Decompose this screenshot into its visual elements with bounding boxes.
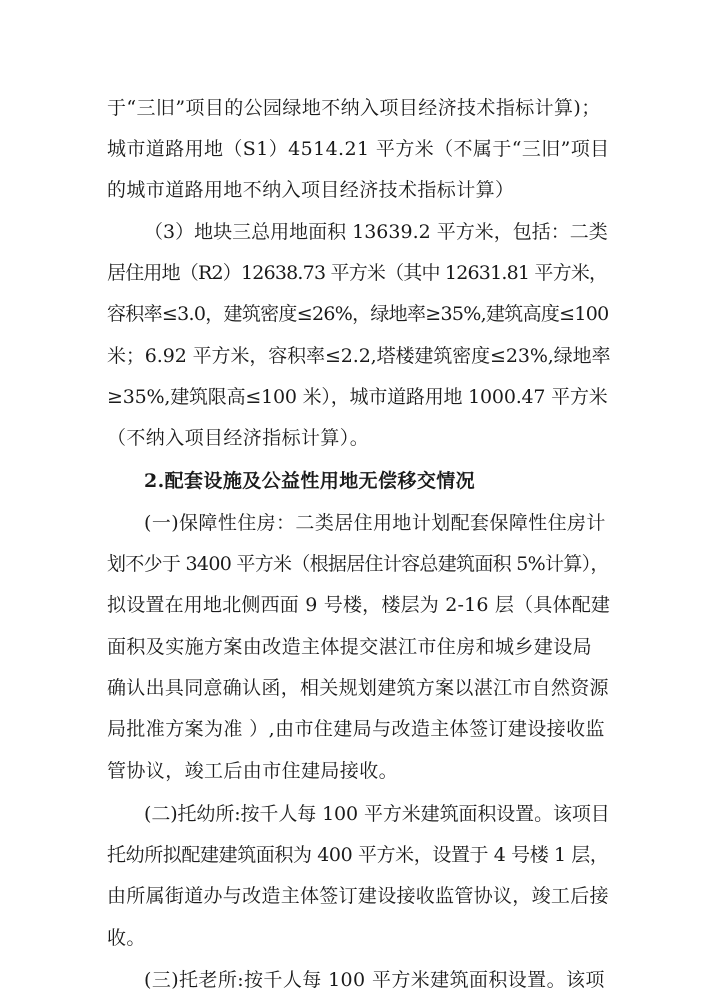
body-text-line: 托幼所拟配建建筑面积为 400 平方米，设置于 4 号楼 1 层，	[107, 844, 609, 866]
body-text-line: 于“三旧”项目的公园绿地不纳入项目经济技术指标计算)；	[107, 97, 601, 119]
body-text-line: 划不少于 3400 平方米（根据居住计容总建筑面积 5%计算），	[107, 553, 609, 575]
body-text-line: 面积及实施方案由改造主体提交湛江市住房和城乡建设局	[107, 636, 593, 658]
paragraph-start-line: (一)保障性住房：二类居住用地计划配套保障性住房计	[144, 512, 606, 534]
body-text-line: 由所属街道办与改造主体签订建设接收监管协议，竣工后接	[107, 885, 609, 907]
body-text-line: 容积率≤3.0，建筑密度≤26%，绿地率≥35%,建筑高度≤100	[107, 303, 609, 325]
body-text-line: 收。	[107, 927, 146, 949]
body-text-line: 管协议，竣工后由市住建局接收。	[107, 760, 399, 782]
paragraph-start-line: (二)托幼所:按千人每 100 平方米建筑面积设置。该项目	[144, 803, 610, 825]
body-text-line: 的城市道路用地不纳入项目经济技术指标计算）	[107, 179, 515, 201]
paragraph-start-line: (三)托老所:按千人每 100 平方米建筑面积设置。该项	[144, 969, 605, 991]
body-text-line: 拟设置在用地北侧西面 9 号楼，楼层为 2-16 层（具体配建	[107, 594, 611, 616]
body-text-line: ≥35%,建筑限高≤100 米），城市道路用地 1000.47 平方米	[107, 386, 608, 408]
body-text-line: 居住用地（R2）12638.73 平方米（其中 12631.81 平方米，	[107, 262, 608, 284]
section-heading: 2.配套设施及公益性用地无偿移交情况	[144, 470, 476, 492]
body-text-line: 米；6.92 平方米，容积率≤2.2,塔楼建筑密度≤23%,绿地率	[107, 345, 611, 367]
body-text-line: 局批准方案为准 ）,由市住建局与改造主体签订建设接收监	[107, 718, 605, 740]
paragraph-start-line: （3）地块三总用地面积 13639.2 平方米，包括：二类	[144, 221, 608, 243]
body-text-line: 城市道路用地（S1）4514.21 平方米（不属于“三旧”项目	[107, 138, 610, 160]
body-text-line: （不纳入项目经济指标计算）。	[107, 427, 370, 449]
body-text-line: 确认出具同意确认函，相关规划建筑方案以湛江市自然资源	[107, 677, 609, 699]
